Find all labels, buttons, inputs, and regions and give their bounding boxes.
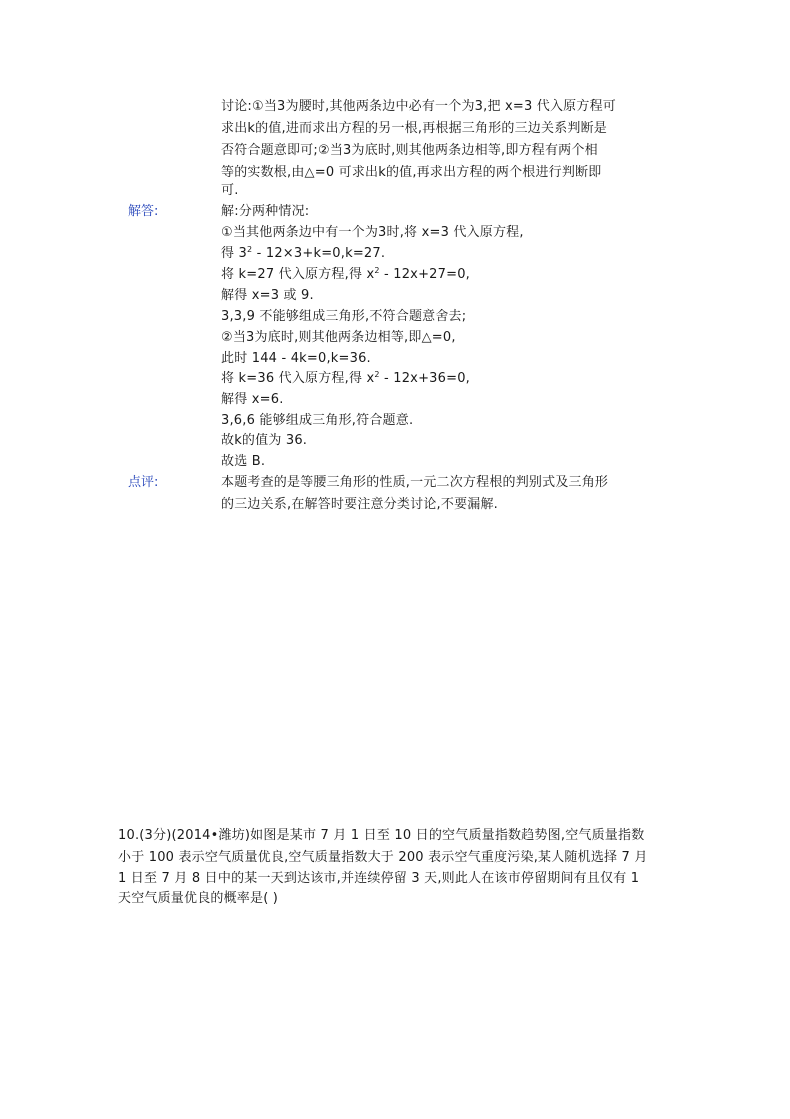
solution-label: 解答: xyxy=(128,204,159,219)
discussion-line-1: 讨论:①当3为腰时,其他两条边中必有一个为3,把 x=3 代入原方程可 xyxy=(221,99,616,114)
question-10-line-2: 小于 100 表示空气质量优良,空气质量指数大于 200 表示空气重度污染,某人随机选择 7 月 xyxy=(118,850,648,865)
discussion-line-2: 求出k的值,进而求出方程的另一根,再根据三角形的三边关系判断是 xyxy=(221,121,607,136)
solution-line-2: ①当其他两条边中有一个为3时,将 x=3 代入原方程, xyxy=(221,225,524,240)
solution-line-12: 故k的值为 36. xyxy=(221,433,308,448)
solution-line-9: 将 k=36 代入原方程,得 $x^2 - 12x+36=0$, xyxy=(221,370,471,386)
question-10-line-1: 10.(3分)(2014•潍坊)如图是某市 7 月 1 日至 10 日的空气质量指数趋势图,空气质量指数 xyxy=(118,828,645,843)
comment-line-2: 的三边关系,在解答时要注意分类讨论,不要漏解. xyxy=(221,497,498,512)
discussion-line-5: 可. xyxy=(221,183,239,198)
solution-line-13: 故选 B. xyxy=(221,454,266,469)
solution-line-7: ②当3为底时,则其他两条边相等,即△=0, xyxy=(221,330,456,345)
comment-label: 点评: xyxy=(128,475,159,490)
solution-line-10: 解得 x=6. xyxy=(221,392,284,407)
solution-line-5: 解得 x=3 或 9. xyxy=(221,288,314,303)
solution-line-11: 3,6,6 能够组成三角形,符合题意. xyxy=(221,413,414,428)
discussion-line-3: 否符合题意即可;②当3为底时,则其他两条边相等,即方程有两个相 xyxy=(221,143,598,158)
solution-line-3: 得 $3^2 - 12\times 3+k=0,k=27$. xyxy=(221,245,386,261)
discussion-line-4: 等的实数根,由△=0 可求出k的值,再求出方程的两个根进行判断即 xyxy=(221,165,602,180)
solution-line-4: 将 k=27 代入原方程,得 $x^2 - 12x+27=0$, xyxy=(221,266,471,282)
solution-line-6: 3,3,9 不能够组成三角形,不符合题意舍去; xyxy=(221,309,467,324)
question-10-line-3: 1 日至 7 月 8 日中的某一天到达该市,并连续停留 3 天,则此人在该市停留期间有且仅有 1 xyxy=(118,871,640,886)
solution-line-1: 解:分两种情况: xyxy=(221,204,310,219)
question-10-line-4: 天空气质量优良的概率是( ) xyxy=(118,891,279,906)
comment-line-1: 本题考查的是等腰三角形的性质,一元二次方程根的判别式及三角形 xyxy=(221,475,609,490)
solution-line-8: 此时 144 - 4k=0,k=36. xyxy=(221,351,371,366)
